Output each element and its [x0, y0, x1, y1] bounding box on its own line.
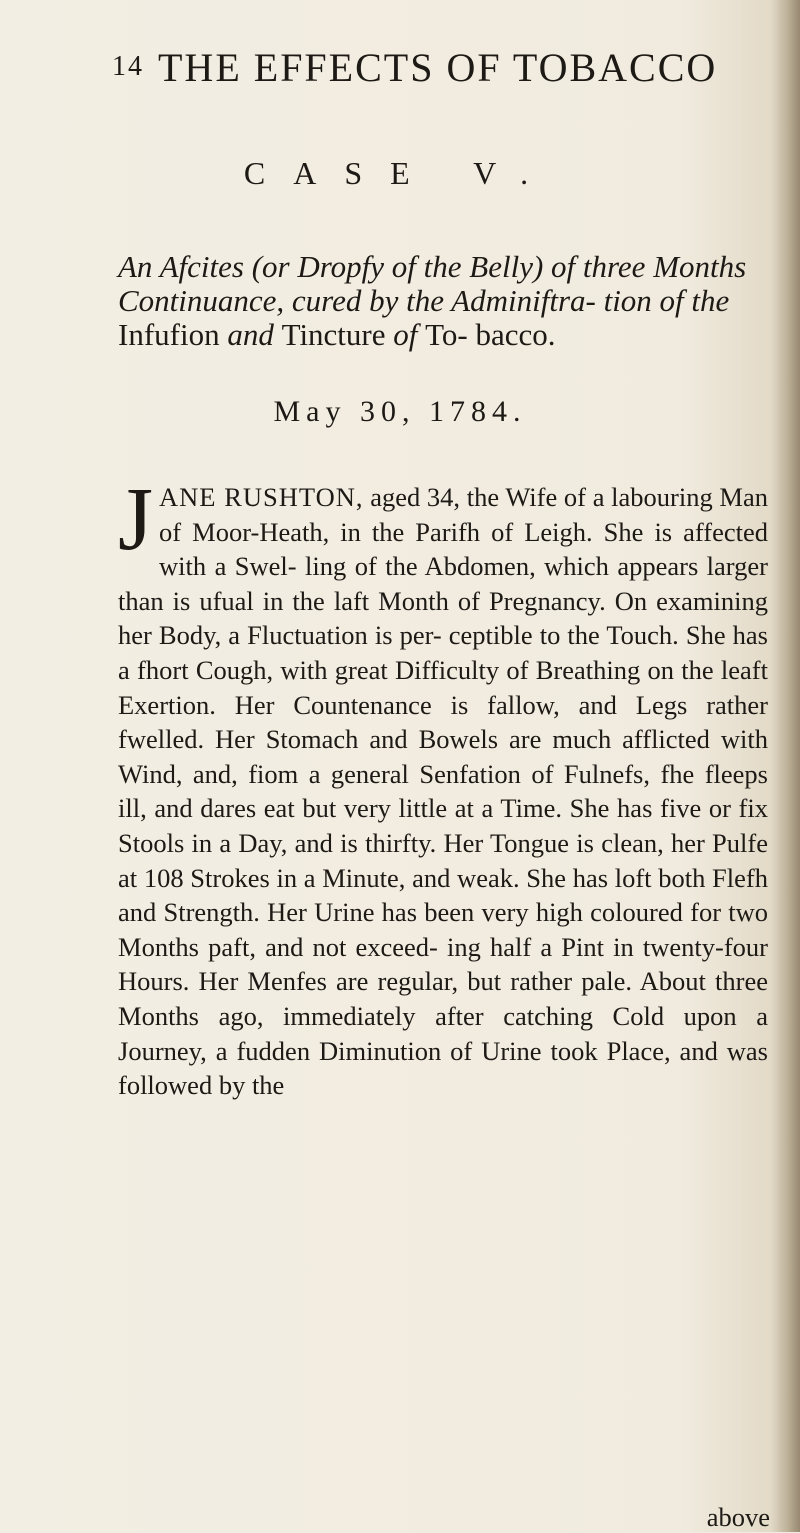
subtitle-and: and — [219, 317, 282, 352]
drop-cap: J — [118, 470, 154, 569]
subtitle-tobacco: To- bacco. — [425, 317, 556, 352]
subtitle-part1: An Afcites (or Dropfy of the Belly) of three Months Continuance, cured by the Adminiftra- tion of the — [118, 249, 747, 318]
case-heading: CASE V. — [243, 155, 557, 191]
catchword: above — [706, 1502, 770, 1532]
running-head-title: THE EFFECTS OF TOBACCO — [158, 45, 718, 90]
subtitle-of: of — [385, 317, 426, 352]
patient-name: ANE RUSHTON, — [159, 482, 364, 512]
subtitle-tincture: Tincture — [281, 317, 386, 352]
case-body — [118, 470, 769, 1103]
page-edge-shadow — [770, 0, 800, 1532]
running-head — [112, 44, 752, 91]
case-date: May 30, 1784. — [273, 395, 527, 428]
subtitle-infusion: Infufion — [118, 317, 220, 352]
page-number: 14 — [112, 51, 144, 82]
case-subtitle — [118, 250, 758, 352]
case-body-text: aged 34, the Wife of a labouring Man of Moor-Heath, in the Parifh of Leigh. She is affected with a Swel- ling of the Abdomen, which appears larger than is ufual in the laft Month of Pregnancy. On examining her Body, a Fluctuation is per- ceptible to the Touch. She has a fhort Cough, with great Difficulty of Breathing on the leaft Exertion. Her Countenance is fallow, and Legs rather fwelled. Her Stomach and Bowels are much afflicted with Wind, and, fiom a general Senfation of Fulnefs, fhe fleeps ill, and dares eat but very little at a Time. She has five or fix Stools in a Day, and is thirfty. Her Tongue is clean, her Pulfe at 108 Strokes in a Minute, and weak. She has loft both Flefh and Strength. Her Urine has been very high coloured for two Months paft, and not exceed- ing half a Pint in twenty-four Hours. Her Menfes are regular, but rather pale. About three Months ago, immediately after catching Cold upon a Journey, a fudden Diminution of Urine took Place, and was followed by the — [118, 482, 769, 1101]
